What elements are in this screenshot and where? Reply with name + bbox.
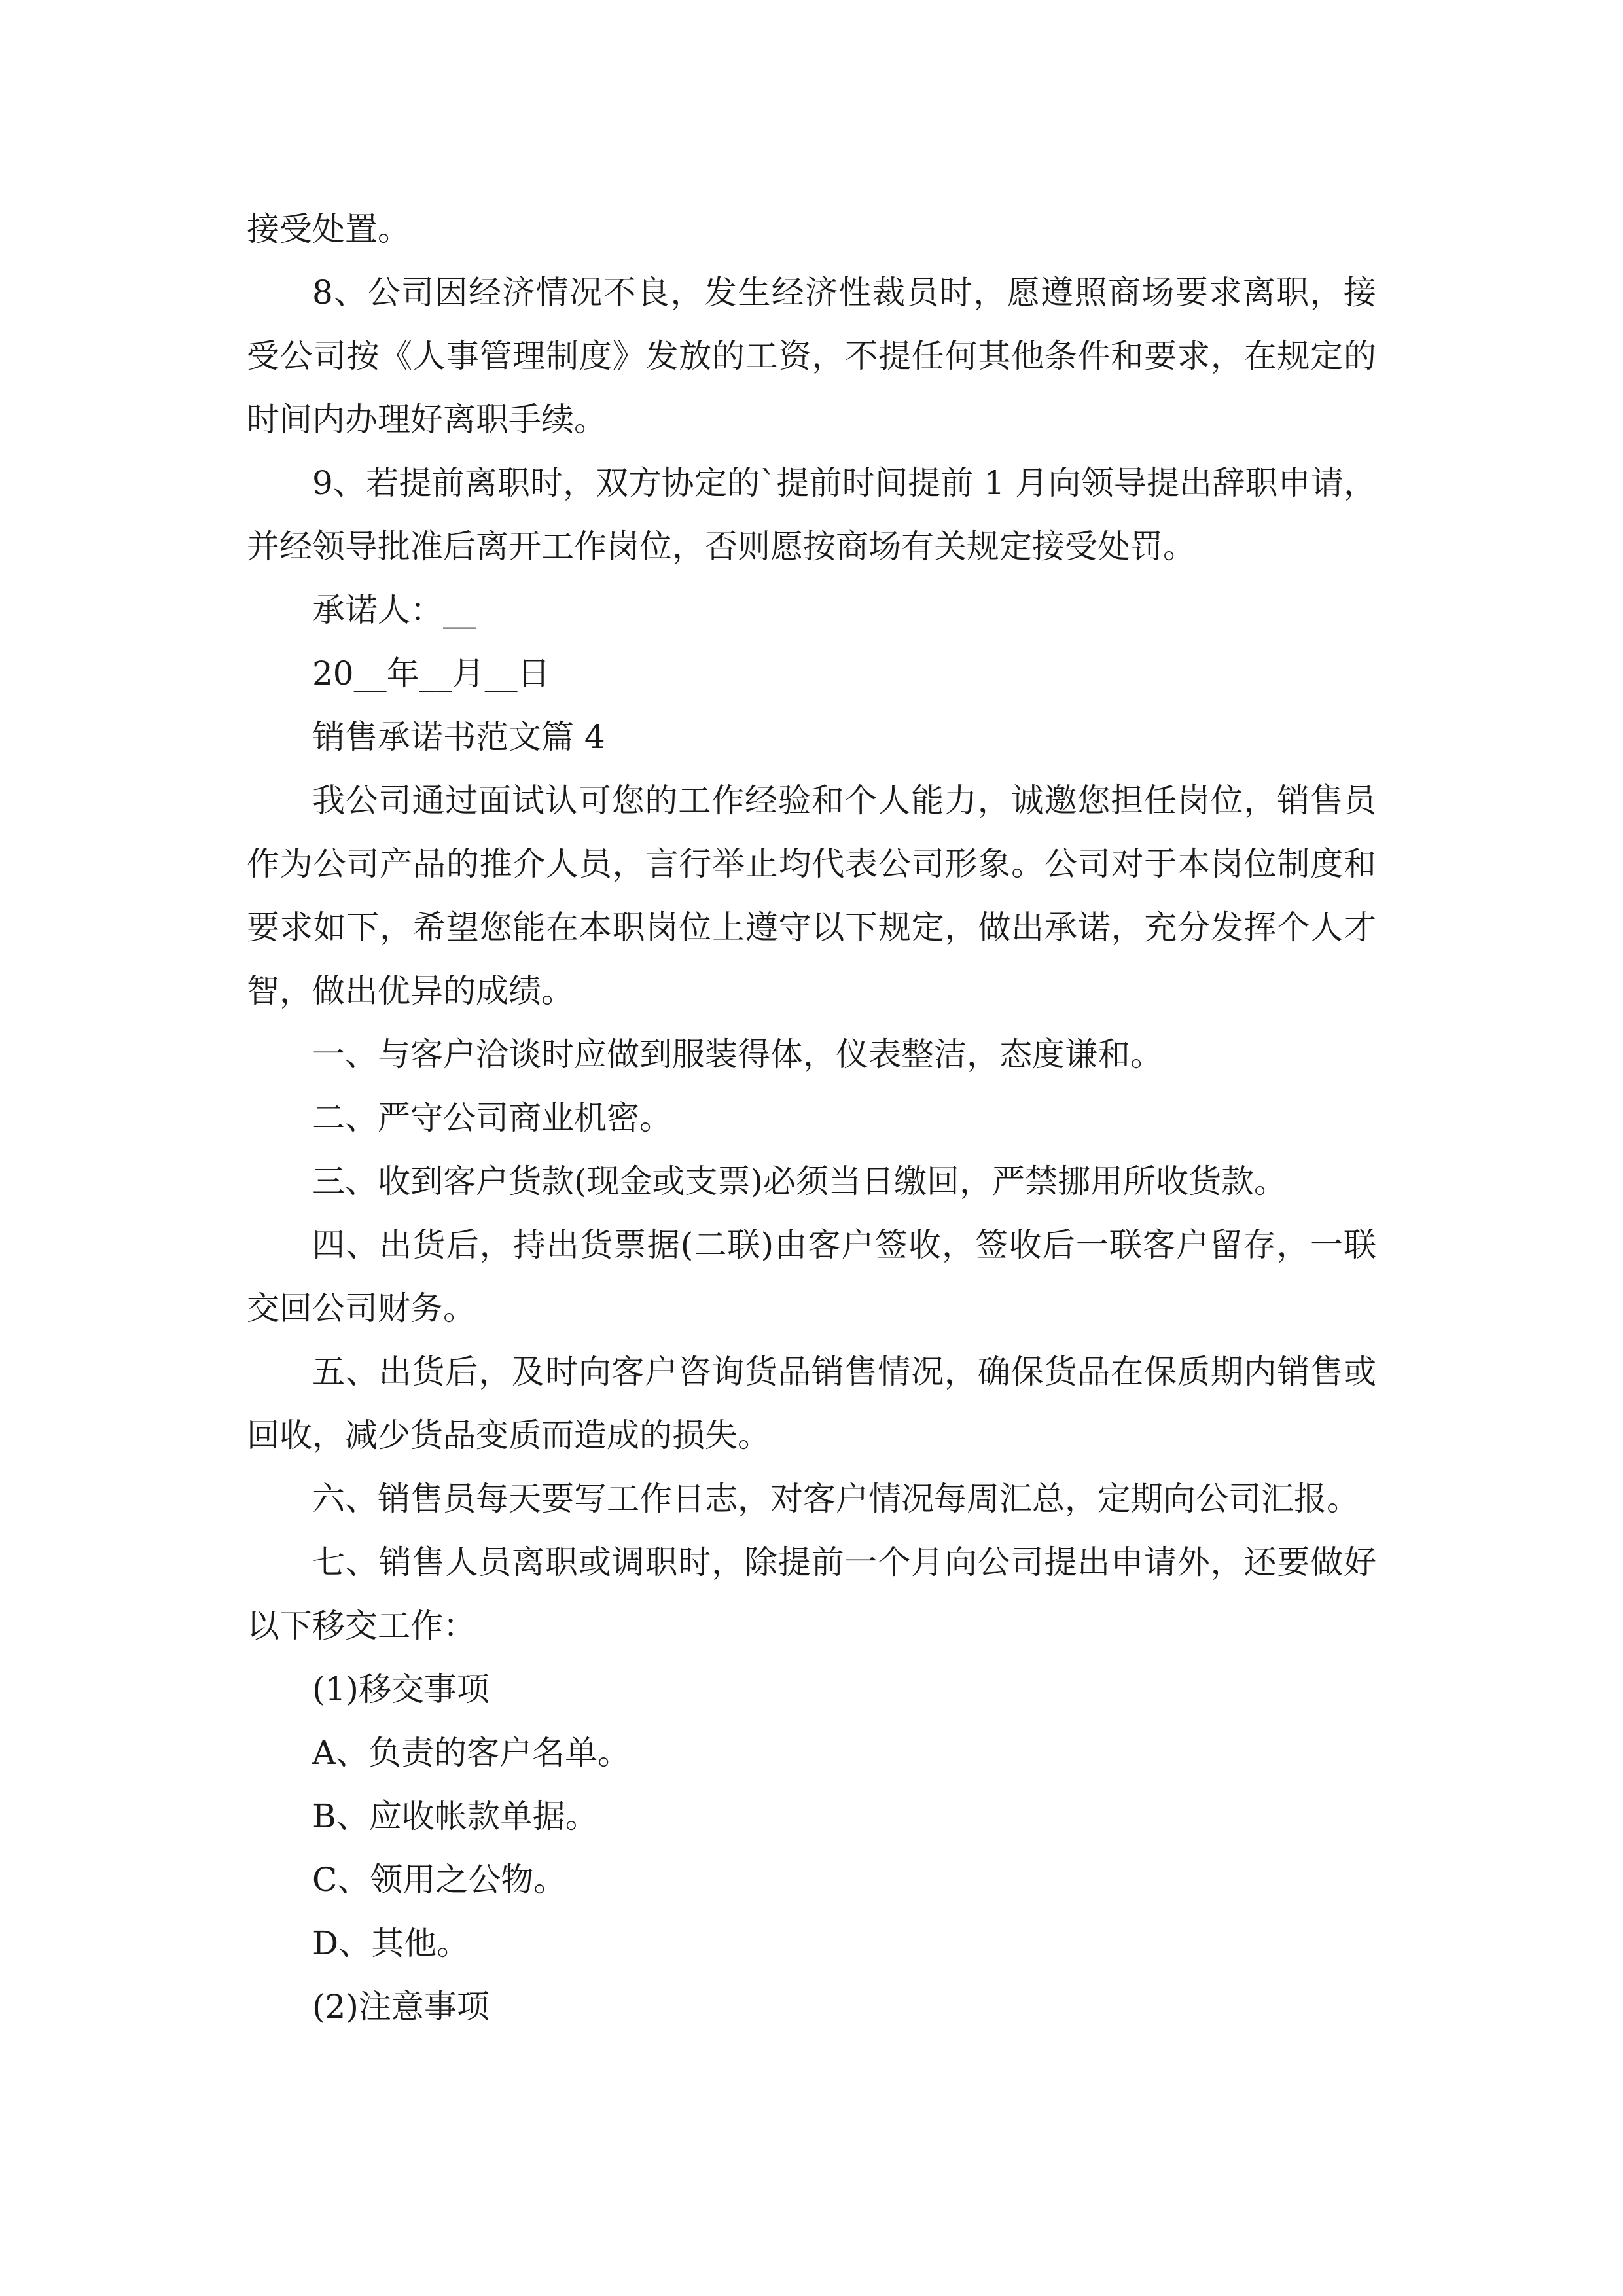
rule-1: 一、与客户洽谈时应做到服装得体，仪表整洁，态度谦和。	[312, 1035, 1163, 1073]
list-item-d: D、其他。	[312, 1924, 470, 1962]
subsection-handover-items: (1)移交事项	[312, 1670, 490, 1708]
subsection-notes: (2)注意事项	[312, 1988, 490, 2026]
rule-7: 七、销售人员离职或调职时，除提前一个月向公司提出申请外，还要做好以下移交工作：	[247, 1543, 1376, 1645]
list-item-a: A、负责的客户名单。	[312, 1734, 631, 1772]
list-item-b: B、应收帐款单据。	[312, 1797, 598, 1835]
date-line: 20__年__月__日	[312, 655, 550, 692]
paragraph-item-9: 9、若提前离职时，双方协定的`提前时间提前 1 月向领导提出辞职申请，并经领导批准后离开工作岗位，否则愿按商场有关规定接受处罚。	[247, 464, 1376, 565]
rule-4: 四、出货后，持出货票据(二联)由客户签收，签收后一联客户留存，一联交回公司财务。	[247, 1226, 1376, 1327]
paragraph-continuation: 接受处置。	[247, 210, 410, 248]
paragraph-item-8: 8、公司因经济情况不良，发生经济性裁员时，愿遵照商场要求离职，接受公司按《人事管理制度》发放的工资，不提任何其他条件和要求，在规定的时间内办理好离职手续。	[247, 274, 1376, 439]
list-item-c: C、领用之公物。	[312, 1861, 567, 1899]
rule-5: 五、出货后，及时向客户咨询货品销售情况，确保货品在保质期内销售或回收，减少货品变质而造成的损失。	[247, 1353, 1376, 1454]
section-title: 销售承诺书范文篇 4	[312, 718, 605, 756]
rule-3: 三、收到客户货款(现金或支票)必须当日缴回，严禁挪用所收货款。	[312, 1162, 1287, 1200]
signature-line: 承诺人：__	[312, 591, 476, 629]
document-body	[247, 198, 1376, 2039]
rule-2: 二、严守公司商业机密。	[312, 1099, 672, 1137]
intro-paragraph: 我公司通过面试认可您的工作经验和个人能力，诚邀您担任岗位，销售员作为公司产品的推介人员，言行举止均代表公司形象。公司对于本岗位制度和要求如下，希望您能在本职岗位上遵守以下规定，做出承诺，充分发挥个人才智，做出优异的成绩。	[247, 781, 1376, 1010]
rule-6: 六、销售员每天要写工作日志，对客户情况每周汇总，定期向公司汇报。	[312, 1480, 1359, 1518]
